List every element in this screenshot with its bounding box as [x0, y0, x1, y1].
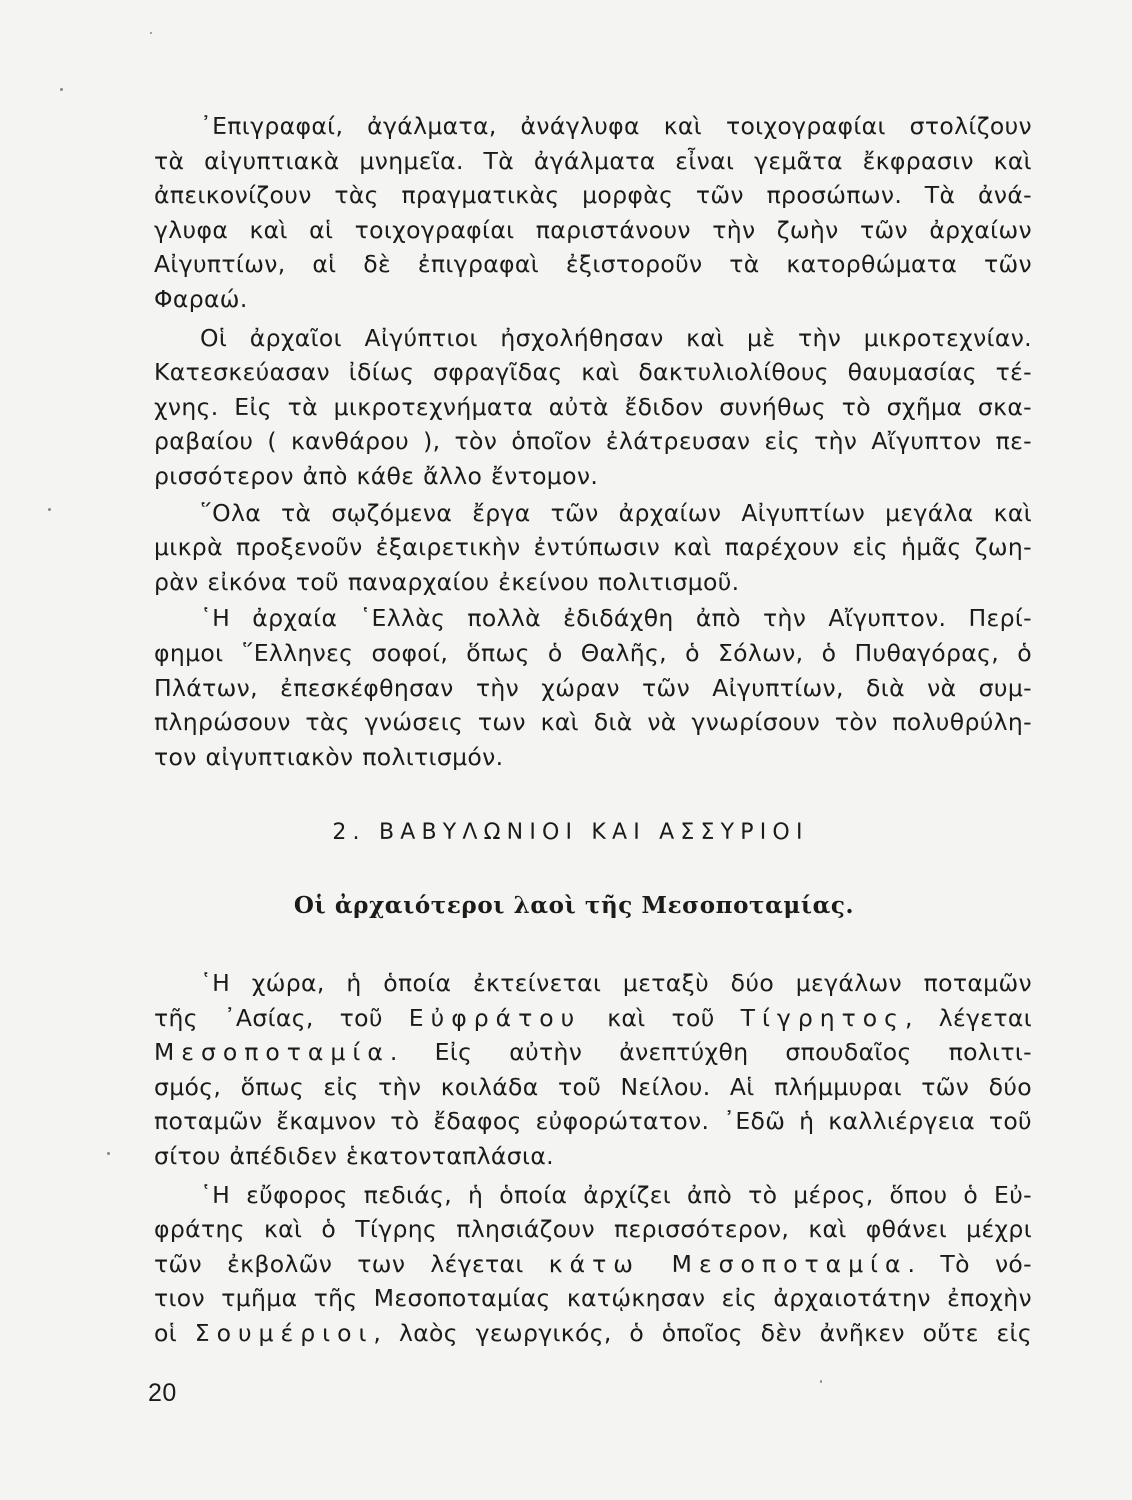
- text-line: τον αἰγυπτιακὸν πολιτισμόν.: [154, 742, 504, 771]
- paragraph-plain: [154, 1178, 1032, 1351]
- tigris-term: Τίγρητος: [740, 1003, 905, 1032]
- text-line: τὰ αἰγυπτιακὰ μνημεῖα. Τὰ ἀγάλματα εἶναι γεμᾶτα ἔκφρασιν καὶ: [154, 146, 1032, 175]
- text-line: Πλάτων, ἐπεσκέφθησαν τὴν χώραν τῶν Αἰγυπτίων, διὰ νὰ συμ-: [154, 673, 1032, 702]
- text-line: φράτης καὶ ὁ Τίγρης πλησιάζουν περισσότερον, καὶ φθάνει μέχρι: [154, 1215, 1032, 1244]
- text-fragment: τῶν ἐκβολῶν των λέγεται: [154, 1249, 549, 1278]
- text-line: Οἱ ἀρχαῖοι Αἰγύπτιοι ἠσχολήθησαν καὶ μὲ τὴν μικροτεχνίαν.: [200, 323, 1032, 352]
- text-line: Αἰγυπτίων, αἱ δὲ ἐπιγραφαὶ ἐξιστοροῦν τὰ κατορθώματα τῶν: [154, 250, 1032, 279]
- paragraph-land: [154, 966, 1032, 1174]
- text-fragment: . Εἰς αὐτὴν ἀνεπτύχθη σπουδαῖος πολιτι-: [389, 1038, 1032, 1067]
- text-fragment: τῆς ᾿Ασίας, τοῦ: [154, 1003, 409, 1032]
- text-fragment: , λέγεται: [904, 1003, 1032, 1032]
- text-line: ἀπεικονίζουν τὰς πραγματικὰς μορφὰς τῶν προσώπων. Τὰ ἀνά-: [154, 181, 1032, 210]
- scan-speck: [48, 508, 51, 511]
- text-line: Κατεσκεύασαν ἰδίως σφραγῖδας καὶ δακτυλιολίθους θαυμασίας τέ-: [154, 358, 1032, 387]
- text-line: ποταμῶν ἔκαμνον τὸ ἔδαφος εὐφορώτατον. ᾿Εδῶ ἡ καλλιέργεια τοῦ: [154, 1107, 1032, 1136]
- text-fragment: καὶ τοῦ: [581, 1003, 741, 1032]
- text-line: Φαραώ.: [154, 284, 248, 313]
- scan-speck: [60, 88, 63, 91]
- text-line: [154, 1247, 1032, 1282]
- text-line: ῞Ολα τὰ σῳζόμενα ἔργα τῶν ἀρχαίων Αἰγυπτίων μεγάλα καὶ: [200, 498, 1032, 527]
- text-fragment: οἱ: [154, 1318, 195, 1347]
- text-line: σμός, ὅπως εἰς τὴν κοιλάδα τοῦ Νείλου. Αἱ πλήμμυραι τῶν δύο: [154, 1072, 1032, 1101]
- text-line: [154, 1035, 1032, 1070]
- text-line: φημοι ῞Ελληνες σοφοί, ὅπως ὁ Θαλῆς, ὁ Σόλων, ὁ Πυθαγόρας, ὁ: [154, 638, 1032, 667]
- text-line: ᾿Επιγραφαί, ἀγάλματα, ἀνάγλυφα καὶ τοιχογραφίαι στολίζουν: [200, 112, 1032, 140]
- egypt-art-text: [154, 109, 1032, 774]
- text-line: ῾Η εὔφορος πεδιάς, ἡ ὁποία ἀρχίζει ἀπὸ τὸ μέρος, ὅπου ὁ Εὐ-: [200, 1180, 1032, 1209]
- page-number: 20: [148, 1379, 177, 1407]
- text-line: ῾Η ἀρχαία ῾Ελλὰς πολλὰ ἐδιδάχθη ἀπὸ τὴν Αἴγυπτον. Περί-: [200, 604, 1032, 633]
- lower-mesopotamia-term: κάτω Μεσοποταμία: [548, 1249, 908, 1278]
- text-line: μικρὰ προξενοῦν ἐξαιρετικὴν ἐντύπωσιν καὶ παρέχουν εἰς ἡμᾶς ζωη-: [154, 533, 1032, 562]
- paragraph-microcraft: [154, 321, 1032, 494]
- text-line: χνης. Εἰς τὰ μικροτεχνήματα αὐτὰ ἔδιδον συνήθως τὸ σχῆμα σκα-: [154, 392, 1032, 421]
- scan-speck: [820, 1380, 822, 1383]
- text-line: [154, 1001, 1032, 1036]
- scan-speck: [107, 1152, 110, 1155]
- text-fragment: , λαὸς γεωργικός, ὁ ὁποῖος δὲν ἀνῆκεν οὔτε εἰς: [373, 1318, 1032, 1347]
- mesopotamia-text: [154, 966, 1032, 1351]
- text-line: ραβαίου ( κανθάρου ), τὸν ὁποῖον ἐλάτρευσαν εἰς τὴν Αἴγυπτον πε-: [154, 427, 1032, 456]
- euphrates-term: Εὐφράτου: [408, 1003, 582, 1032]
- text-fragment: . Τὸ νό-: [907, 1249, 1032, 1278]
- text-line: ρὰν εἰκόνα τοῦ παναρχαίου ἐκείνου πολιτισμοῦ.: [154, 567, 740, 596]
- section-title: Οἱ ἀρχαιότεροι λαοὶ τῆς Μεσοποταμίας.: [293, 892, 855, 919]
- paragraph-greece: [154, 601, 1032, 774]
- paragraph-impressions: [154, 496, 1032, 600]
- scan-speck: [150, 32, 152, 34]
- paragraph-art: [154, 109, 1032, 144]
- mesopotamia-term: Μεσοποταμία: [154, 1038, 390, 1067]
- text-line: [154, 1316, 1032, 1351]
- text-line: ρισσότερον ἀπὸ κάθε ἄλλο ἔντομον.: [154, 461, 599, 490]
- text-line: γλυφα καὶ αἱ τοιχογραφίαι παριστάνουν τὴν ζωὴν τῶν ἀρχαίων: [154, 215, 1032, 244]
- text-line: ῾Η χώρα, ἡ ὁποία ἐκτείνεται μεταξὺ δύο μεγάλων ποταμῶν: [200, 969, 1032, 997]
- text-line: πληρώσουν τὰς γνώσεις των καὶ διὰ νὰ γνωρίσουν τὸν πολυθρύλη-: [154, 708, 1032, 737]
- text-line: τιον τμῆμα τῆς Μεσοποταμίας κατῴκησαν εἰς ἀρχαιοτάτην ἐποχὴν: [154, 1284, 1032, 1313]
- chapter-heading: 2. ΒΑΒΥΛΩΝΙΟΙ ΚΑΙ ΑΣΣΥΡΙΟΙ: [332, 820, 809, 845]
- text-line: σίτου ἀπέδιδεν ἑκατονταπλάσια.: [154, 1141, 554, 1170]
- sumerians-term: Σουμέριοι: [194, 1318, 374, 1347]
